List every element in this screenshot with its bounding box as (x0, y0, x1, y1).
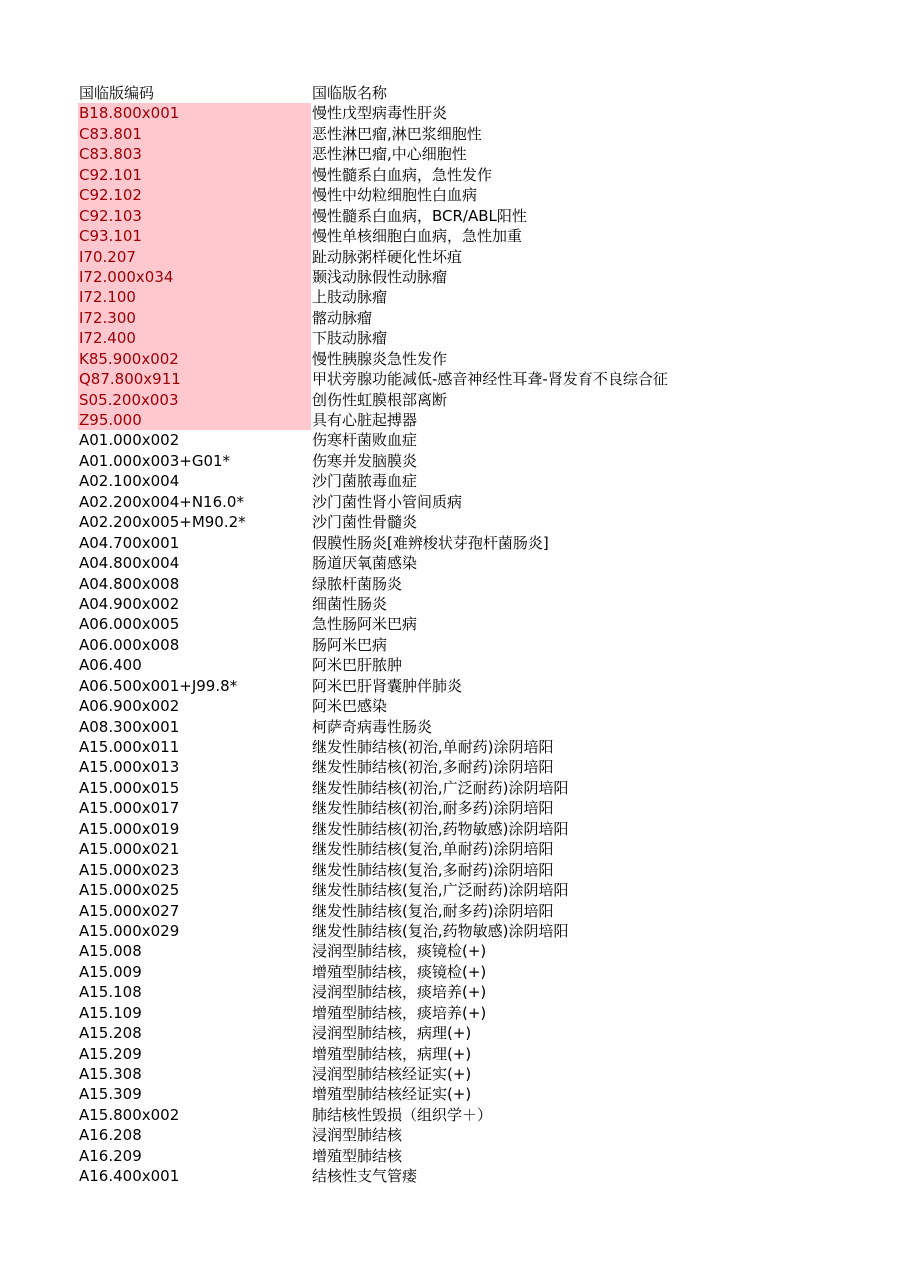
name-cell[interactable]: 慢性胰腺炎急性发作 (312, 349, 448, 368)
name-cell[interactable]: 趾动脉粥样硬化性坏疽 (312, 247, 463, 266)
name-cell[interactable]: 浸润型肺结核经证实(+) (312, 1065, 472, 1083)
name-cell[interactable]: 恶性淋巴瘤,中心细胞性 (312, 145, 467, 164)
code-cell[interactable]: I70.207 (78, 247, 311, 267)
code-column-header[interactable]: 国临版编码 (79, 84, 155, 102)
name-cell[interactable]: 阿米巴感染 (312, 697, 388, 716)
code-cell[interactable]: A15.308 (79, 1065, 142, 1083)
name-cell[interactable]: 慢性中幼粒细胞性白血病 (312, 186, 478, 205)
name-cell[interactable]: 继发性肺结核(初治,广泛耐药)涂阴培阳 (312, 778, 569, 797)
code-cell[interactable]: A04.800x008 (79, 574, 180, 593)
name-cell[interactable]: 上肢动脉瘤 (312, 288, 388, 307)
code-cell[interactable]: B18.800x001 (78, 103, 311, 123)
code-cell[interactable]: A15.209 (79, 1044, 142, 1063)
name-cell[interactable]: 增殖型肺结核，痰培养(+) (312, 1003, 487, 1022)
name-cell[interactable]: 肺结核性毁损（组织学＋） (312, 1105, 493, 1124)
name-cell[interactable]: 急性肠阿米巴病 (312, 615, 418, 634)
code-cell[interactable]: A15.000x023 (79, 860, 180, 879)
code-cell[interactable]: C92.102 (78, 185, 311, 205)
code-cell[interactable]: Q87.800x911 (78, 369, 311, 389)
name-cell[interactable]: 阿米巴肝脓肿 (312, 656, 403, 675)
name-cell[interactable]: 恶性淋巴瘤,淋巴浆细胞性 (312, 124, 482, 143)
name-cell[interactable]: 增殖型肺结核经证实(+) (312, 1085, 472, 1104)
code-cell[interactable]: A15.000x015 (79, 778, 180, 797)
code-cell[interactable]: K85.900x002 (78, 349, 311, 369)
name-cell[interactable]: 增殖型肺结核，病理(+) (312, 1044, 472, 1063)
code-cell[interactable]: C83.801 (78, 124, 311, 144)
code-cell[interactable]: A15.008 (79, 942, 142, 961)
name-column-header[interactable]: 国临版名称 (312, 84, 388, 102)
code-cell[interactable]: A15.109 (79, 1003, 142, 1022)
code-cell[interactable]: I72.000x034 (78, 267, 311, 287)
code-cell[interactable]: A15.000x027 (79, 901, 180, 920)
code-cell[interactable]: A04.800x004 (79, 554, 180, 573)
code-cell[interactable]: A15.000x029 (79, 921, 180, 940)
code-cell[interactable]: A15.009 (79, 962, 142, 981)
code-cell[interactable]: I72.300 (78, 308, 311, 328)
code-cell[interactable]: A04.700x001 (79, 533, 180, 552)
name-cell[interactable]: 增殖型肺结核 (312, 1146, 403, 1165)
code-cell[interactable]: A15.000x017 (79, 799, 180, 818)
code-cell[interactable]: A15.208 (79, 1024, 142, 1043)
name-cell[interactable]: 浸润型肺结核 (312, 1126, 403, 1145)
name-cell[interactable]: 增殖型肺结核，痰镜检(+) (312, 962, 487, 981)
code-cell[interactable]: A16.208 (79, 1126, 142, 1145)
code-cell[interactable]: C93.101 (78, 226, 311, 246)
name-cell[interactable]: 继发性肺结核(复治,药物敏感)涂阴培阳 (312, 921, 569, 940)
name-cell[interactable]: 继发性肺结核(初治,耐多药)涂阴培阳 (312, 799, 554, 818)
code-cell[interactable]: A01.000x002 (79, 431, 180, 450)
name-cell[interactable]: 继发性肺结核(初治,药物敏感)涂阴培阳 (312, 819, 569, 838)
name-cell[interactable]: 细菌性肠炎 (312, 594, 388, 613)
code-cell[interactable]: I72.100 (78, 287, 311, 307)
code-cell[interactable]: A15.309 (79, 1085, 142, 1104)
code-cell[interactable]: A06.900x002 (79, 697, 180, 716)
code-cell[interactable]: A04.900x002 (79, 594, 180, 613)
name-cell[interactable]: 浸润型肺结核，痰镜检(+) (312, 942, 487, 961)
code-cell[interactable]: A15.000x021 (79, 840, 180, 859)
name-cell[interactable]: 结核性支气管瘘 (312, 1167, 418, 1186)
code-cell[interactable]: I72.400 (78, 328, 311, 348)
code-cell[interactable]: A16.400x001 (79, 1167, 180, 1186)
name-cell[interactable]: 继发性肺结核(复治,耐多药)涂阴培阳 (312, 901, 554, 920)
name-cell[interactable]: 浸润型肺结核，病理(+) (312, 1024, 472, 1043)
name-cell[interactable]: 创伤性虹膜根部离断 (312, 390, 448, 409)
code-cell[interactable]: Z95.000 (78, 410, 311, 430)
code-cell[interactable]: C92.103 (78, 206, 311, 226)
code-cell[interactable]: A02.100x004 (79, 472, 180, 491)
name-cell[interactable]: 具有心脏起搏器 (312, 411, 418, 429)
code-cell[interactable]: A06.400 (79, 656, 142, 675)
name-cell[interactable]: 慢性髓系白血病，BCR/ABL阳性 (312, 206, 527, 225)
name-cell[interactable]: 慢性戊型病毒性肝炎 (312, 104, 448, 123)
code-cell[interactable]: A15.000x025 (79, 881, 180, 900)
code-cell[interactable]: A15.108 (79, 983, 142, 1002)
name-cell[interactable]: 柯萨奇病毒性肠炎 (312, 717, 433, 736)
name-cell[interactable]: 伤寒并发脑膜炎 (312, 451, 418, 470)
name-cell[interactable]: 继发性肺结核(初治,多耐药)涂阴培阳 (312, 758, 554, 777)
code-cell[interactable]: A02.200x004+N16.0* (79, 492, 244, 511)
name-cell[interactable]: 继发性肺结核(初治,单耐药)涂阴培阳 (312, 738, 554, 756)
code-cell[interactable]: A16.209 (79, 1146, 142, 1165)
name-cell[interactable]: 慢性单核细胞白血病，急性加重 (312, 227, 523, 246)
code-cell[interactable]: A15.000x011 (79, 738, 180, 756)
name-cell[interactable]: 肠道厌氧菌感染 (312, 554, 418, 573)
name-cell[interactable]: 沙门菌性骨髓炎 (312, 513, 418, 532)
code-cell[interactable]: A15.800x002 (79, 1105, 180, 1124)
name-cell[interactable]: 伤寒杆菌败血症 (312, 431, 418, 450)
code-cell[interactable]: A15.000x019 (79, 819, 180, 838)
name-cell[interactable]: 阿米巴肝肾囊肿伴肺炎 (312, 676, 463, 695)
name-cell[interactable]: 继发性肺结核(复治,广泛耐药)涂阴培阳 (312, 881, 569, 900)
name-cell[interactable]: 沙门菌性肾小管间质病 (312, 492, 463, 511)
name-cell[interactable]: 继发性肺结核(复治,单耐药)涂阴培阳 (312, 840, 554, 859)
code-cell[interactable]: A06.000x005 (79, 615, 180, 634)
code-cell[interactable]: A01.000x003+G01* (79, 451, 231, 470)
name-cell[interactable]: 颞浅动脉假性动脉瘤 (312, 267, 448, 286)
name-cell[interactable]: 假膜性肠炎[难辨梭状芽孢杆菌肠炎] (312, 533, 549, 552)
name-cell[interactable]: 沙门菌脓毒血症 (312, 472, 418, 491)
name-cell[interactable]: 绿脓杆菌肠炎 (312, 574, 403, 593)
code-cell[interactable]: A02.200x005+M90.2* (79, 513, 246, 532)
name-cell[interactable]: 继发性肺结核(复治,多耐药)涂阴培阳 (312, 860, 554, 879)
code-cell[interactable]: A08.300x001 (79, 717, 180, 736)
name-cell[interactable]: 甲状旁腺功能减低-感音神经性耳聋-肾发育不良综合征 (312, 370, 668, 389)
code-cell[interactable]: C92.101 (78, 165, 311, 185)
code-cell[interactable]: A06.500x001+J99.8* (79, 676, 238, 695)
name-cell[interactable]: 下肢动脉瘤 (312, 329, 388, 348)
code-cell[interactable]: A06.000x008 (79, 635, 180, 654)
name-cell[interactable]: 髂动脉瘤 (312, 308, 373, 327)
code-cell[interactable]: C83.803 (78, 144, 311, 164)
code-cell[interactable]: S05.200x003 (78, 390, 311, 410)
name-cell[interactable]: 肠阿米巴病 (312, 635, 388, 654)
code-cell[interactable]: A15.000x013 (79, 758, 180, 777)
name-cell[interactable]: 浸润型肺结核，痰培养(+) (312, 983, 487, 1002)
name-cell[interactable]: 慢性髓系白血病，急性发作 (312, 165, 493, 184)
